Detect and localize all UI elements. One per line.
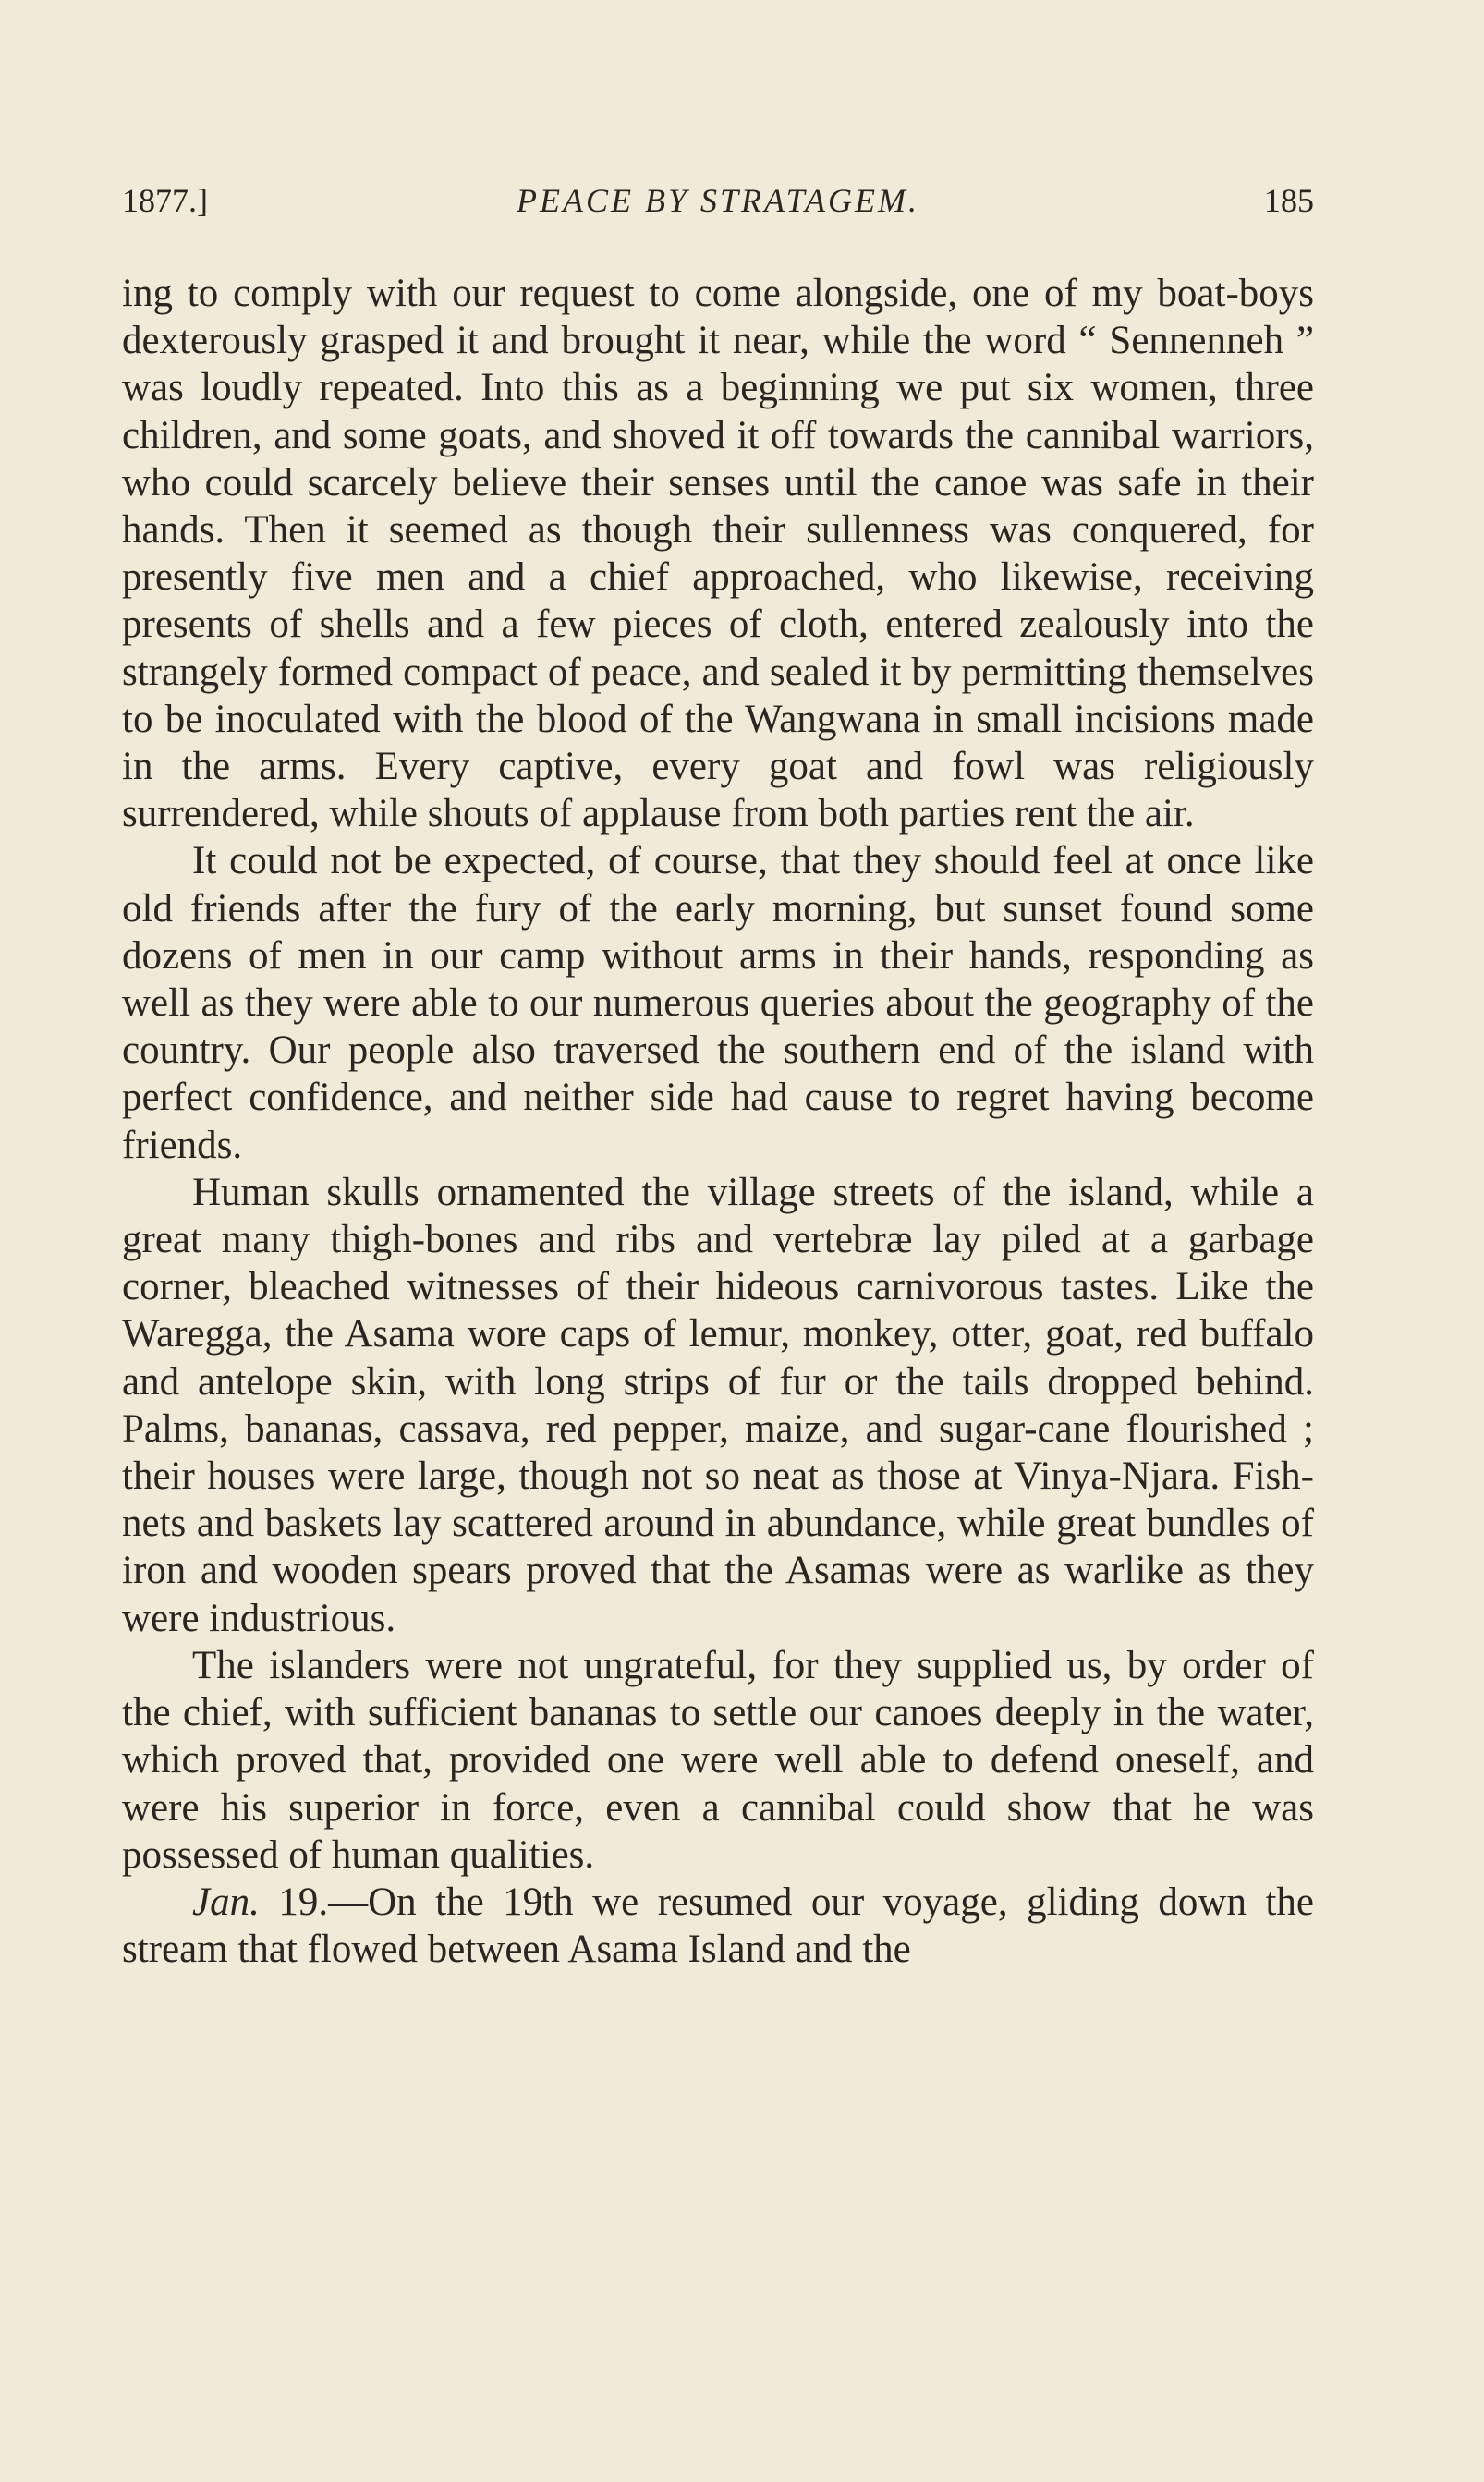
paragraph-2: It could not be expected, of course, that they should feel at once like old friends after the fury of the early morning, but sunset found some dozens of men in our camp without arms in their hands, responding as well as they were able to our numerous queries about the geography of the country. Our people also traversed the southern end of the island with perfect confidence, and neither side had cause to regret having become friends. — [122, 839, 1314, 1167]
date-label: Jan. — [192, 1880, 260, 1924]
paragraph-4: The islanders were not ungrateful, for they supplied us, by order of the chief, with sufficient bananas to settle our canoes deeply in the water, which proved that, provided one were well able to defend oneself, and were his superior in force, even a cannibal could show that he was possessed of human qualities. — [122, 1643, 1314, 1877]
header-title: PEACE BY STRATAGEM. — [517, 182, 919, 219]
paragraph-3: Human skulls ornamented the village streets of the island, while a great many thigh-bones and ribs and vertebræ lay piled at a garbage corner, bleached witnesses of their hideous carnivorous tastes. Like the Waregga, the Asama wore caps of lemur, monkey, otter, goat, red buffalo and antelope skin, with long strips of fur or the tails dropped behind. Palms, bananas, cassava, red pepper, maize, and sugar-cane flourished ; their houses were large, though not so neat as those at Vinya-Njara. Fish-nets and baskets lay scattered around in abundance, while great bundles of iron and wooden spears proved that the Asamas were as warlike as they were industrious. — [122, 1170, 1314, 1640]
paragraph-5 — [122, 1879, 1314, 1973]
body-text — [122, 270, 1314, 1973]
header-year: 1877.] — [122, 182, 208, 219]
running-header — [122, 181, 1314, 227]
page-number: 185 — [1264, 182, 1314, 219]
paragraph-1: ing to comply with our request to come alongside, one of my boat-boys dexterously grasped it and brought it near, while the word “ Sennenneh ” was loudly repeated. Into this as a beginning we put six women, three children, and some goats, and shoved it off towards the cannibal warriors, who could scarcely believe their senses until the canoe was safe in their hands. Then it seemed as though their sullenness was conquered, for presently five men and a chief approached, who likewise, receiving presents of shells and a few pieces of cloth, entered zealously into the strangely formed compact of peace, and sealed it by permitting themselves to be inoculated with the blood of the Wangwana in small incisions made in the arms. Every captive, every goat and fowl was religiously surrendered, while shouts of applause from both parties rent the air. — [122, 272, 1314, 836]
paragraph-5-text: 19.—On the 19th we resumed our voyage, gliding down the stream that flowed between Asama Island and the — [122, 1880, 1314, 1972]
